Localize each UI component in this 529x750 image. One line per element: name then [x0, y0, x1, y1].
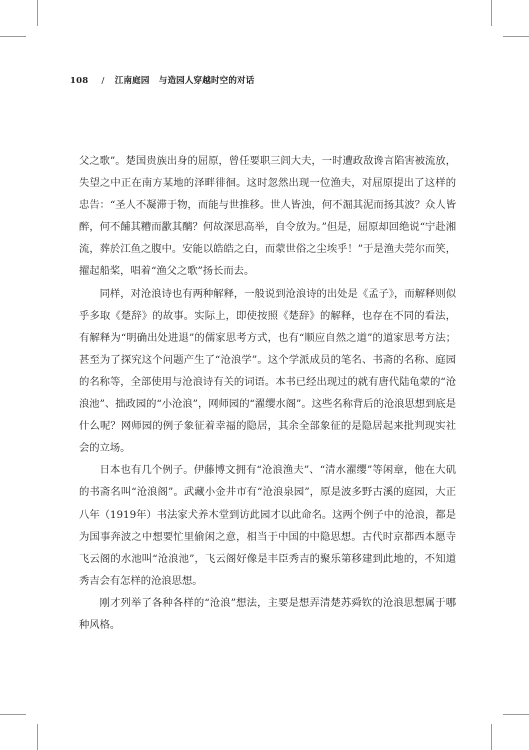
- crop-mark-top-right-horizontal: [503, 36, 529, 37]
- paragraph: 刚才列举了各种各样的“沧浪”想法，主要是想弄清楚苏舜钦的沧浪思想属于哪种风格。: [79, 596, 456, 631]
- crop-mark-top-left-vertical: [37, 0, 38, 26]
- crop-mark-bottom-right-horizontal: [503, 714, 529, 715]
- crop-mark-top-right-vertical: [491, 0, 492, 26]
- paragraph: 日本也有几个例子。伊藤博文拥有“沧浪渔夫”、“清水濯缨”等闲章，他在大矶的书斋名叫“沧浪阁”。武藏小金井市有“沧浪泉园”，原是波多野古溪的庭园，大正八年（1919年）书法家犬养木堂到访此园才以此命名。这两个例子中的沧浪，都是为国事奔波之中想要忙里偷闲之意，相当于中国的中隐思想。古代时京都西本愿寺飞云阁的水池叫“沧浪池”，飞云阁好像是丰臣秀吉的聚乐第移建到此地的，不知道秀吉会有怎样的沧浪思想。: [79, 464, 456, 587]
- paragraph: 同样，对沧浪诗也有两种解释，一般说到沧浪诗的出处是《孟子》，而解释则似乎多取《楚辞》的故事。实际上，即使按照《楚辞》的解释，也存在不同的看法，有解释为“明确出处进退”的儒家思考方式，也有“顺应自然之道”的道家思考方法；甚至为了探究这个问题产生了“沧浪学”。这个学派成员的笔名、书斋的名称、庭园的名称等，全部使用与沧浪诗有关的词语。本书已经出现过的就有唐代陆龟蒙的“沧浪池”、拙政园的“小沧浪”，网师园的“濯缨水阁”。这些名称背后的沧浪思想到底是什么呢？网师园的例子象征着幸福的隐居，其余全部象征的是隐居起来批判现实社会的立场。: [79, 287, 456, 455]
- crop-mark-top-left-horizontal: [0, 36, 26, 37]
- running-head: [70, 74, 254, 86]
- crop-mark-bottom-left-vertical: [37, 724, 38, 750]
- header-separator: /: [101, 76, 105, 86]
- chapter-title: 与造园人穿越时空的对话: [158, 76, 255, 86]
- crop-mark-bottom-right-vertical: [491, 724, 492, 750]
- crop-mark-bottom-left-horizontal: [0, 714, 26, 715]
- book-title: 江南庭园: [114, 76, 150, 86]
- body-text: [79, 150, 456, 636]
- page-number: 108: [70, 76, 89, 86]
- paragraph-continued: 父之歌”。楚国贵族出身的屈原，曾任要职三闾大夫，一时遭政敌谗言陷害被流放，失望之中正在南方某地的泽畔徘徊。这时忽然出现一位渔夫，对屈原提出了这样的忠告：“圣人不凝滞于物，而能与世推移。世人皆浊，何不淈其泥而扬其波？众人皆醉，何不餔其糟而歠其醨？何故深思高举，自令放为。”但是，屈原却回绝说“宁赴湘流，葬於江鱼之腹中。安能以皓皓之白，而蒙世俗之尘埃乎！”于是渔夫莞尔而笑，擢起船桨，唱着“渔父之歌”扬长而去。: [79, 155, 456, 278]
